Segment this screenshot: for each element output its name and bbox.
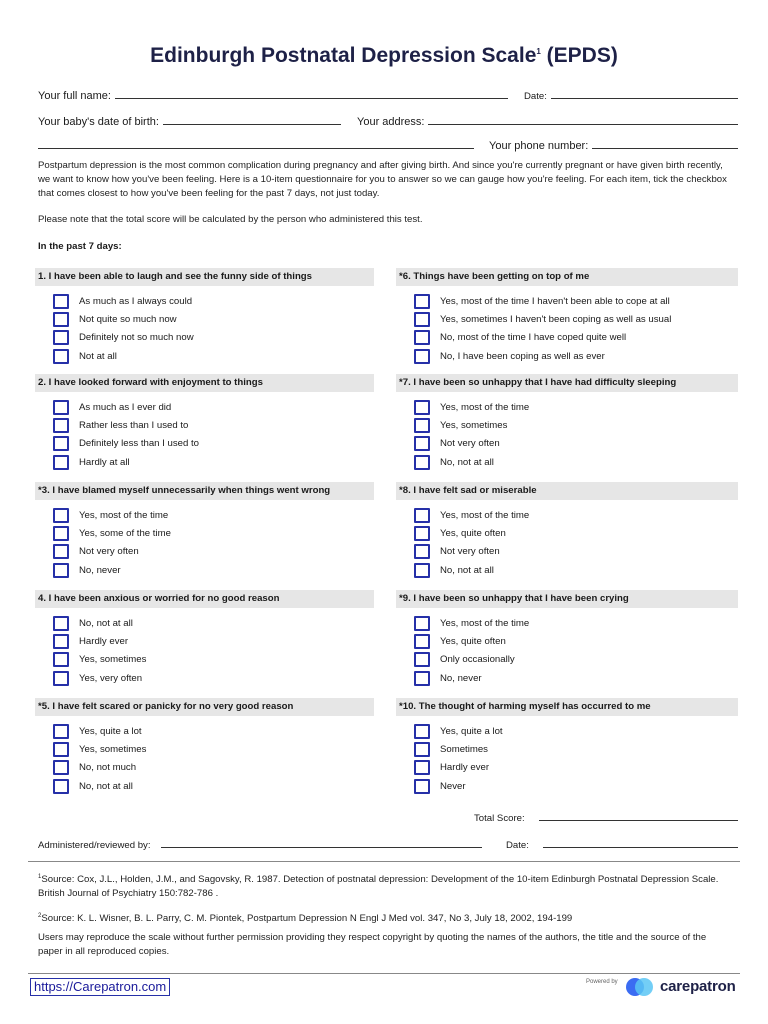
brand-name: carepatron bbox=[660, 977, 736, 995]
question-8 bbox=[396, 482, 738, 579]
full-name-label: Your full name: bbox=[38, 90, 111, 102]
option-list bbox=[35, 292, 374, 365]
question-title: *9. I have been so unhappy that I have been crying bbox=[396, 590, 738, 608]
option-row[interactable] bbox=[396, 416, 738, 434]
option-label: Yes, quite a lot bbox=[79, 725, 142, 737]
source-2-mark: 2 bbox=[38, 913, 42, 919]
option-checkbox[interactable] bbox=[414, 742, 430, 757]
question-4 bbox=[35, 590, 374, 687]
option-label: Yes, most of the time bbox=[440, 401, 530, 413]
administered-field[interactable] bbox=[38, 837, 482, 851]
admin-date-field[interactable] bbox=[506, 837, 738, 851]
footer-divider bbox=[28, 973, 740, 974]
option-label: Yes, quite often bbox=[440, 635, 506, 647]
option-label: Only occasionally bbox=[440, 654, 515, 666]
option-label: Yes, most of the time bbox=[440, 509, 530, 521]
option-row[interactable] bbox=[35, 416, 374, 434]
option-row[interactable] bbox=[396, 329, 738, 347]
option-row[interactable] bbox=[35, 722, 374, 740]
option-checkbox[interactable] bbox=[414, 563, 430, 578]
option-row[interactable] bbox=[396, 524, 738, 542]
option-label: Yes, quite a lot bbox=[440, 725, 503, 737]
option-checkbox[interactable] bbox=[53, 400, 69, 415]
option-label: Yes, sometimes bbox=[79, 743, 147, 755]
question-title: *8. I have felt sad or miserable bbox=[396, 482, 738, 500]
option-row[interactable] bbox=[396, 722, 738, 740]
option-label: Sometimes bbox=[440, 743, 488, 755]
baby-dob-line[interactable] bbox=[163, 124, 341, 125]
option-row[interactable] bbox=[396, 740, 738, 758]
option-label: Not very often bbox=[440, 546, 500, 558]
option-row[interactable] bbox=[396, 506, 738, 524]
option-row[interactable] bbox=[35, 614, 374, 632]
option-row[interactable] bbox=[396, 310, 738, 328]
option-row[interactable] bbox=[396, 632, 738, 650]
option-row[interactable] bbox=[35, 310, 374, 328]
option-checkbox[interactable] bbox=[53, 294, 69, 309]
option-checkbox[interactable] bbox=[53, 779, 69, 794]
option-row[interactable] bbox=[396, 347, 738, 365]
option-row[interactable] bbox=[35, 561, 374, 579]
option-row[interactable] bbox=[35, 543, 374, 561]
option-checkbox[interactable] bbox=[53, 742, 69, 757]
option-checkbox[interactable] bbox=[53, 349, 69, 364]
option-row[interactable] bbox=[396, 651, 738, 669]
option-checkbox[interactable] bbox=[53, 616, 69, 631]
option-label: Yes, very often bbox=[79, 672, 143, 684]
option-label: No, not at all bbox=[440, 564, 494, 576]
option-checkbox[interactable] bbox=[414, 544, 430, 559]
option-row[interactable] bbox=[35, 632, 374, 650]
option-row[interactable] bbox=[396, 292, 738, 310]
total-score-line[interactable] bbox=[539, 820, 738, 821]
option-row[interactable] bbox=[35, 347, 374, 365]
option-row[interactable] bbox=[396, 543, 738, 561]
option-label: No, never bbox=[440, 672, 482, 684]
past-days-heading: In the past 7 days: bbox=[38, 241, 122, 252]
option-checkbox[interactable] bbox=[414, 294, 430, 309]
option-checkbox[interactable] bbox=[53, 652, 69, 667]
option-list bbox=[396, 722, 738, 795]
option-list bbox=[35, 506, 374, 579]
option-label: As much as I ever did bbox=[79, 401, 172, 413]
title-superscript: 1 bbox=[536, 47, 541, 56]
address-line-2[interactable] bbox=[38, 138, 474, 152]
option-row[interactable] bbox=[396, 669, 738, 687]
option-checkbox[interactable] bbox=[414, 760, 430, 775]
date-field[interactable] bbox=[524, 88, 738, 102]
option-checkbox[interactable] bbox=[53, 330, 69, 345]
phone-label: Your phone number: bbox=[489, 140, 589, 152]
option-list bbox=[396, 506, 738, 579]
option-row[interactable] bbox=[396, 398, 738, 416]
source-1 bbox=[38, 870, 738, 901]
question-title: 2. I have looked forward with enjoyment to things bbox=[35, 374, 374, 392]
total-score-field[interactable] bbox=[474, 810, 738, 824]
option-checkbox[interactable] bbox=[414, 400, 430, 415]
option-label: Yes, most of the time bbox=[79, 509, 169, 521]
option-label: Yes, most of the time bbox=[440, 617, 530, 629]
option-row[interactable] bbox=[35, 292, 374, 310]
source-1-text: Source: Cox, J.L., Holden, J.M., and Sagovsky, R. 1987. Detection of postnatal depression: Development of the 10-item Edinburgh Postnatal Depression Scale. British Journal of Psychiatry 150:782-786 . bbox=[38, 874, 719, 900]
option-label: Not very often bbox=[79, 546, 139, 558]
option-label: No, I have been coping as well as ever bbox=[440, 350, 605, 362]
question-title: *10. The thought of harming myself has occurred to me bbox=[396, 698, 738, 716]
option-label: Yes, sometimes I haven't been coping as well as usual bbox=[440, 313, 672, 325]
baby-dob-field[interactable] bbox=[38, 114, 341, 128]
option-list bbox=[35, 398, 374, 471]
page-title bbox=[0, 44, 768, 68]
option-row[interactable] bbox=[35, 524, 374, 542]
usage-text: Users may reproduce the scale without further permission providing they respect copyright by quoting the names of the authors, the title and the source of the paper in all reproduced copies. bbox=[38, 932, 707, 957]
option-list bbox=[35, 722, 374, 795]
option-checkbox[interactable] bbox=[53, 634, 69, 649]
title-suffix: (EPDS) bbox=[540, 44, 618, 67]
option-row[interactable] bbox=[396, 759, 738, 777]
option-checkbox[interactable] bbox=[414, 724, 430, 739]
note-text: Please note that the total score will be calculated by the person who administered this test. bbox=[38, 214, 423, 225]
admin-date-line[interactable] bbox=[543, 847, 738, 848]
full-name-line[interactable] bbox=[115, 98, 508, 99]
question-3 bbox=[35, 482, 374, 579]
option-label: Never bbox=[440, 780, 466, 792]
address-line-2-rule[interactable] bbox=[38, 148, 474, 149]
option-row[interactable] bbox=[35, 759, 374, 777]
option-checkbox[interactable] bbox=[414, 455, 430, 470]
option-label: Yes, sometimes bbox=[440, 419, 508, 431]
option-row[interactable] bbox=[396, 435, 738, 453]
option-row[interactable] bbox=[35, 669, 374, 687]
option-checkbox[interactable] bbox=[414, 779, 430, 794]
option-row[interactable] bbox=[35, 398, 374, 416]
carepatron-brand[interactable] bbox=[626, 976, 736, 996]
source-divider bbox=[28, 861, 740, 862]
question-1 bbox=[35, 268, 374, 365]
option-label: Yes, some of the time bbox=[79, 527, 171, 539]
date-line[interactable] bbox=[551, 98, 738, 99]
question-title: *7. I have been so unhappy that I have had difficulty sleeping bbox=[396, 374, 738, 392]
option-label: Definitely less than I used to bbox=[79, 438, 199, 450]
option-label: Definitely not so much now bbox=[79, 332, 194, 344]
option-checkbox[interactable] bbox=[414, 312, 430, 327]
option-checkbox[interactable] bbox=[53, 544, 69, 559]
question-title: 4. I have been anxious or worried for no good reason bbox=[35, 590, 374, 608]
option-checkbox[interactable] bbox=[414, 436, 430, 451]
option-checkbox[interactable] bbox=[53, 508, 69, 523]
option-checkbox[interactable] bbox=[53, 563, 69, 578]
address-field[interactable] bbox=[357, 114, 738, 128]
address-line[interactable] bbox=[428, 124, 738, 125]
question-6 bbox=[396, 268, 738, 365]
option-row[interactable] bbox=[35, 329, 374, 347]
question-title: *5. I have felt scared or panicky for no very good reason bbox=[35, 698, 374, 716]
powered-by-label: Powered by bbox=[586, 979, 618, 985]
option-label: Not very often bbox=[440, 438, 500, 450]
question-10 bbox=[396, 698, 738, 795]
option-label: No, not at all bbox=[79, 617, 133, 629]
option-label: Hardly ever bbox=[440, 762, 490, 774]
administered-line[interactable] bbox=[161, 847, 482, 848]
question-title: *6. Things have been getting on top of me bbox=[396, 268, 738, 286]
option-row[interactable] bbox=[35, 651, 374, 669]
option-row[interactable] bbox=[396, 614, 738, 632]
source-2 bbox=[38, 909, 738, 926]
option-label: Not at all bbox=[79, 350, 117, 362]
option-checkbox[interactable] bbox=[414, 508, 430, 523]
option-row[interactable] bbox=[35, 740, 374, 758]
option-checkbox[interactable] bbox=[53, 455, 69, 470]
option-list bbox=[35, 614, 374, 687]
question-2 bbox=[35, 374, 374, 471]
option-checkbox[interactable] bbox=[414, 634, 430, 649]
option-label: Not quite so much now bbox=[79, 313, 177, 325]
question-title: *3. I have blamed myself unnecessarily when things went wrong bbox=[35, 482, 374, 500]
phone-field[interactable] bbox=[489, 138, 738, 152]
option-list bbox=[396, 292, 738, 365]
question-9 bbox=[396, 590, 738, 687]
source-2-text: Source: K. L. Wisner, B. L. Parry, C. M. Piontek, Postpartum Depression N Engl J Med vol. 347, No 3, July 18, 2002, 194-199 bbox=[41, 913, 573, 925]
option-checkbox[interactable] bbox=[414, 652, 430, 667]
intro-text: Postpartum depression is the most common complication during pregnancy and after giving birth. And since you're currently pregnant or have given birth recently, we want to know how you've been feeling. Here is a 10-item questionnaire for you to answer so we can gauge how you're feeling. For each item, tick the checkbox that comes closest to how you've been feeling for the past 7 days, not just today. bbox=[38, 160, 727, 199]
option-checkbox[interactable] bbox=[414, 616, 430, 631]
option-label: No, never bbox=[79, 564, 121, 576]
option-label: Yes, sometimes bbox=[79, 654, 147, 666]
option-label: No, most of the time I have coped quite well bbox=[440, 332, 627, 344]
option-row[interactable] bbox=[35, 453, 374, 471]
carepatron-logo-icon bbox=[626, 976, 656, 996]
option-checkbox[interactable] bbox=[53, 760, 69, 775]
option-label: Hardly at all bbox=[79, 456, 130, 468]
option-list bbox=[396, 614, 738, 687]
question-7 bbox=[396, 374, 738, 471]
administered-label: Administered/reviewed by: bbox=[38, 840, 151, 851]
baby-dob-label: Your baby's date of birth: bbox=[38, 116, 159, 128]
option-checkbox[interactable] bbox=[414, 418, 430, 433]
carepatron-link[interactable]: https://Carepatron.com bbox=[30, 978, 170, 996]
option-checkbox[interactable] bbox=[414, 349, 430, 364]
option-checkbox[interactable] bbox=[53, 436, 69, 451]
option-checkbox[interactable] bbox=[53, 526, 69, 541]
source-1-mark: 1 bbox=[38, 874, 42, 880]
option-row[interactable] bbox=[396, 777, 738, 795]
full-name-field[interactable] bbox=[38, 88, 508, 102]
option-row[interactable] bbox=[35, 435, 374, 453]
admin-date-label: Date: bbox=[506, 840, 529, 851]
option-checkbox[interactable] bbox=[53, 312, 69, 327]
option-checkbox[interactable] bbox=[53, 671, 69, 686]
date-label: Date: bbox=[524, 91, 547, 102]
option-label: No, not much bbox=[79, 762, 137, 774]
question-5 bbox=[35, 698, 374, 795]
question-title: 1. I have been able to laugh and see the funny side of things bbox=[35, 268, 374, 286]
option-checkbox[interactable] bbox=[53, 724, 69, 739]
option-row[interactable] bbox=[396, 453, 738, 471]
option-label: Yes, quite often bbox=[440, 527, 506, 539]
option-list bbox=[396, 398, 738, 471]
option-checkbox[interactable] bbox=[53, 418, 69, 433]
option-label: No, not at all bbox=[79, 780, 133, 792]
option-row[interactable] bbox=[396, 561, 738, 579]
option-checkbox[interactable] bbox=[414, 330, 430, 345]
address-label: Your address: bbox=[357, 116, 425, 128]
option-label: Rather less than I used to bbox=[79, 419, 189, 431]
option-row[interactable] bbox=[35, 506, 374, 524]
total-score-label: Total Score: bbox=[474, 813, 525, 824]
title-main: Edinburgh Postnatal Depression Scale bbox=[150, 44, 537, 67]
option-checkbox[interactable] bbox=[414, 671, 430, 686]
option-label: No, not at all bbox=[440, 456, 494, 468]
option-checkbox[interactable] bbox=[414, 526, 430, 541]
option-row[interactable] bbox=[35, 777, 374, 795]
option-label: As much as I always could bbox=[79, 295, 193, 307]
option-label: Yes, most of the time I haven't been able to cope at all bbox=[440, 295, 670, 307]
phone-line[interactable] bbox=[592, 148, 738, 149]
option-label: Hardly ever bbox=[79, 635, 129, 647]
